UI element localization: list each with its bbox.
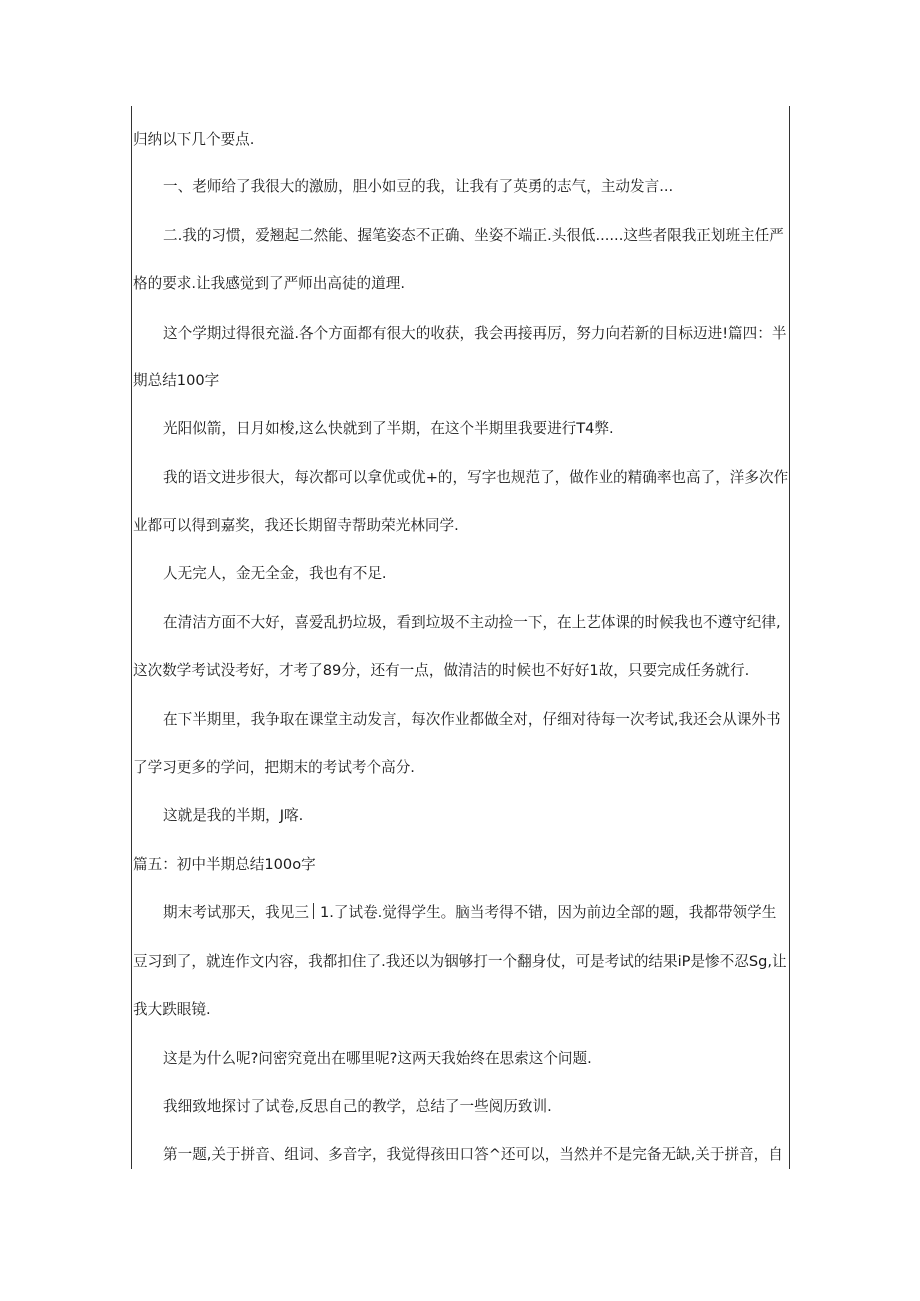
paragraph-line: 这次数学考试没考好，才考了89分，还有一点，做清洁的时候也不好好1故，只要完成任务就行. [133, 662, 750, 679]
paragraph-line: 一、老师给了我很大的激励，胆小如豆的我，让我有了英勇的志气，主动发言... [163, 178, 674, 195]
paragraph-line: 期总结100字 [133, 372, 220, 389]
paragraph-fragment: 期末考试那天，我见三 [163, 904, 309, 921]
paragraph-line: 这个学期过得很充溢.各个方面都有很大的收获，我会再接再厉，努力向若新的目标迈进!篇四：半 [163, 325, 787, 342]
paragraph-line: 豆习到了，就连作文内容，我都扣住了.我还以为铟够打一个翻身仗，可是考试的结果iP是惨不忍Sg,让 [133, 953, 787, 970]
paragraph-line: 这就是我的半期，J喀. [163, 807, 304, 824]
paragraph-line: 二.我的习惯，爱翘起二然能、握笔姿态不正确、坐姿不端正.头很低......这些者限我正划班主任严 [163, 227, 784, 244]
left-border-line [131, 106, 132, 1169]
paragraph-line: 归纳以下几个要点. [133, 131, 255, 148]
paragraph-line: 了学习更多的学问，把期末的考试考个高分. [133, 759, 415, 776]
paragraph-line [163, 903, 776, 923]
paragraph-line: 第一题,关于拼音、组词、多音字，我觉得孩田口答^还可以，当然并不是完备无缺,关于拼音，自 [163, 1146, 783, 1163]
paragraph-line: 在下半期里，我争取在课堂主动发言，每次作业都做全对，仔细对待每一次考试,我还会从课外书 [163, 711, 781, 728]
paragraph-line: 我大跌眼镜. [133, 1001, 211, 1018]
paragraph-line: 格的要求.让我感觉到了严师出高徒的道理. [133, 275, 405, 292]
paragraph-line: 在清洁方面不大好，喜爱乱扔垃圾，看到垃圾不主动捡一下，在上艺体课的时候我也不遵守纪律, [163, 614, 781, 631]
section-heading: 篇五：初中半期总结100o字 [133, 856, 316, 873]
paragraph-fragment: 1.了试卷.觉得学生。脑当考得不错，因为前边全部的题，我都带领学生 [319, 904, 777, 921]
right-border-line [789, 106, 790, 1169]
paragraph-line: 光阳似箭，日月如梭,这么快就到了半期，在这个半期里我要进行T4弊. [163, 420, 614, 437]
paragraph-line: 我细致地探讨了试卷,反思自己的教学，总结了一些阅历致训. [163, 1098, 552, 1115]
paragraph-line: 业都可以得到嘉奖，我还长期留寺帮助荣光林同学. [133, 517, 459, 534]
paragraph-line: 我的语文进步很大，每次都可以拿优或优+的，写字也规范了，做作业的精确率也高了，洋多次作 [163, 469, 789, 486]
paragraph-line: 人无完人，金无全金，我也有不足. [163, 565, 387, 582]
paragraph-line: 这是为什么呢?问密究竟出在哪里呢?这两天我始终在思索这个问题. [163, 1050, 592, 1067]
vertical-bar-mark [313, 903, 314, 919]
